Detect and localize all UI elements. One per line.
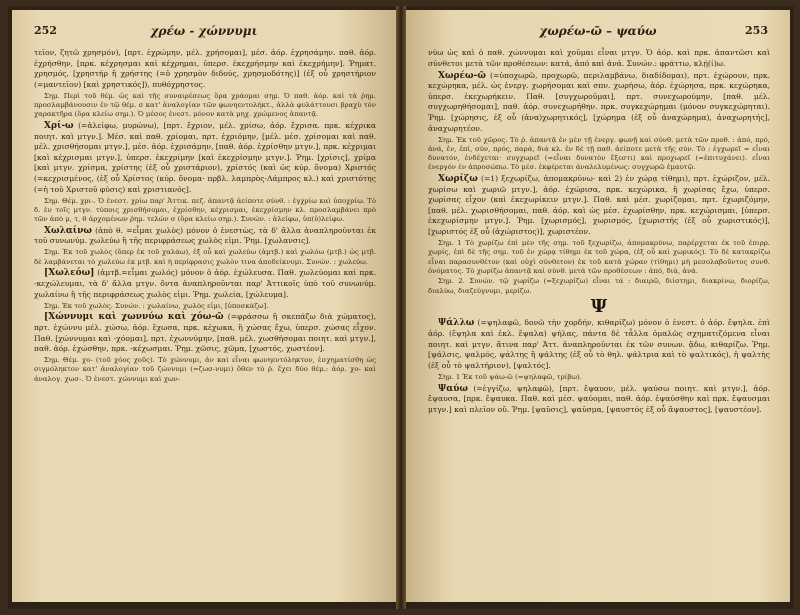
entry-text: (=φράσσω ἢ σκεπάζω διὰ χώματος), πρτ. ἐχώννυ μέλ. χώσω, ἀόρ. ἔχωσα, πρκ. κέχωκα, ἢ χώσας ἔχω, ὑπερσ. χώσας εἶχον. Παθ. [χώννυμαι καὶ -χόομαι], πρτ. ἐχωννύμην, [παθ. μέλ. χωσθήσομαι ποιητ. καὶ μτγν.], παθ. ἀόρ. ἐχώσθην, πρκ. -κέχωσμαι. Ῥημ. χῶσις, χῶμα, [χωστός, χωστέον]. [34,312,376,354]
text-paragraph [34,48,376,90]
dictionary-entry [428,384,770,416]
note-paragraph [34,197,376,225]
entry-text: (=ἀλείφω, μυρώνω), [πρτ. ἔχριον, μέλ. χρίσω, ἀόρ. ἔχρισα. πρκ. κέχρικα ποιητ. καὶ μτγν.]. Μέσ. καὶ παθ. χρίομαι, πρτ. ἐχριόμην, [μέλ. μέσ. χρίσομαι καὶ παθ. μέλ. χρισθήσομαι μτγν.], μέσ. ἀόρ. ἐχρισάμην, [παθ. ἀόρ. ἐχρίσθην μτγν.], πρκ. κέχριμαι [καὶ κέχρισμαι μτγν.], ὑπερσ. ἐκεχρίμην [καὶ ἐκεχρίσμην μτγν.]. Ῥημ. [χρίσις], χρίμα [καὶ μτγν. χρίσμα, χρίστης (ἐξ οὗ χριστάριον), χρίστός (καὶ ὡς κύρ. ὄνομα) Χριστός (=κεχρισμένος, (ἐξ οὗ Χρίστος (κύρ. ὄνομα· πρβλ. λαμπρὸς-Λάμπρος κλ.) καὶ χριστότης (=ἡ τοῦ Χριστοῦ φύσις) καὶ χριστιανός]. [34,120,377,194]
text-paragraph [428,48,770,69]
entry-text: Σημ. Θέμ. χο- (τοῦ χόος χοῦς). Τὸ χώννυμι, ἀν καὶ εἶναι φωνηεντόληκτον, ἐσχηματίσθη ὡς σιγμόληκτον κατ' ἀναλογίαν τοῦ ζώννυμι (=ζωσ-νυμι) ὅθεν τὸ ῥ. ἔχει δύο θέμ.: ἀόρ. χο- καὶ ἀναλογ. χωσ-. Ὁ ἐνεστ. χώννυμι καὶ χων- [34,356,376,383]
book-gutter [396,6,406,609]
running-head: χωρέω-ῶ – ψαύω [539,24,657,38]
entry-text: (=ἐγγίζω, ψηλαφῶ), [πρτ. ἔψαυον, μέλ. ψαύσω ποιητ. καὶ μτγν.], ἀόρ. ἔψαυσα, [πρκ. ἔψαυκα. Παθ. καὶ μέσ. ψαύομαι, παθ. ἀόρ. ἐψαύσθην καὶ πρκ. ἔψαυσμαι μτγν.] καὶ πλεῖον οὔ. Ῥημ. [ψαῦσις], ψαῦσμα, [ψαυστός ἐξ οὗ ἄψαυστος], [ψαυστέον]. [428,383,770,414]
dictionary-entry [34,121,376,195]
note-paragraph [428,136,770,173]
note-paragraph [34,302,376,311]
page-number: 252 [34,24,57,37]
right-page [406,10,790,602]
entry-headword: [Χωλεόω] [44,268,95,279]
note-paragraph [34,248,376,266]
entry-text: (=ψηλαφῶ, δονῶ τὴν χορδήν, κιθαρίζω) μόνον ὁ ἐνεστ. ὁ ἀόρ. ἔψηλα. ἐπὶ ἀόρ. (ἔψηλα καὶ ἐκλ. ἔψαλα) ψήλας, πάντα δὲ τἆλλα ὁμαλῶς σχηματιζόμενα εἶναι ποιητ. καὶ μτγν. ἄτινα παρ' Ἀττ. ἀναπληροῦνται ἐκ τῶν συνων. ᾄδω, κιθαρίζω. Ῥημ. [ψάλσις, ψαλμός, ψάλτης ἢ ψάλτης (ἐξ οὗ τὸ θηλ. ψάλτρια καὶ τὸ ψαλτικός), ἡ ψαλτὴς (ἐξ οὗ τὸ ψαλτήριον), [ψαλτός]. [428,318,770,370]
right-top-section [428,48,770,296]
entry-text: τεῖον, ζητῶ χρησμόν), [πρτ. ἐχρώμην, μέλ. χρήσομαι], μέσ. ἀόρ. ἐχρησάμην. παθ. ἀόρ. ἐχρήσθην, [πρκ. κέχρησμαι καὶ κέχρημαι, ὑπερσ. ἐκεχρήσμην καὶ ἐκεχρήμην]. Ῥηματ. χρησμός, [χρηστήρ ἢ χρήστης (=ὁ χρησμὸν διδούς, χρησμοδότης)] (ἐξ οὗ χρηστήριον (=μαντεῖον) [καὶ χρηστικός]), πυθόχρηστος. [34,48,376,89]
left-page-header [34,24,374,42]
entry-headword: [Χώννυμι καὶ χωννύω καὶ χόω-ῶ [44,312,224,323]
right-bottom-section [428,318,770,415]
dictionary-entry [428,174,770,238]
entry-text: Σημ. 1 Ἐκ τοῦ ψάω-ῶ (=ψηλαφῶ, τρίβω). [438,372,582,381]
entry-headword: Χωρέω-ῶ [438,70,486,81]
left-page-body [34,48,376,594]
note-paragraph [428,277,770,295]
entry-headword: Ψάλλω [438,318,475,329]
dictionary-entry [34,312,376,354]
page-number: 253 [745,24,768,37]
dictionary-entry [428,318,770,371]
entry-text: (=ὑποχωρῶ, προχωρῶ, περιλαμβάνω, διαδίδομαι), πρτ. ἐχώρουν, πρκ. κεχώρηκα, μέλ. ὡς ἐνεργ. χωρήσομαι καὶ σπν. χωρήσω, ἀόρ. ἐχώρησα, πρκ. κεχώρηκα, ὑπερσ. ἐκεχωρήκειν. Παθ. [συγχωροῦμαι], πρτ. συνεχωρούμην, [παθ. μέλ. συγχωρηθήσομαι], παθ. ἀόρ. συνεχωρήθην. πρκ. συγκεχώρημαι (μόνον συγκεχώρηται). Ῥημ. [χώρησις, ἐξ οὗ (ἀνα)χωρητικός], [χώρημα (ἐξ οὗ ἀναχώρημα), ἀναχωρητής], ἀναχωρητέον. [428,70,770,133]
entry-text: Σημ. 1 Τὸ χωρίζω ἐπὶ μὲν τῆς σημ. τοῦ ξεχωρίζω, ἀπομακρύνω, παρέρχεται ἐκ τοῦ ἐπιρρ. χωρίς, ἐπὶ δὲ τῆς σημ. τοῦ ἐν χώρᾳ τίθημι ἐκ τοῦ χώρα, (ἐξ οὗ καὶ χωρικός). Τὸ δὲ κατακρίζω εἶναι παρασυνθέτον (καὶ οὐχὶ σύνθετον) ἐκ τοῦ κατὰ χώραν (τίθημι) μὴ μεσολαβοῦντος συνθ. ὀνόματος. Τὸ χωρίζω ἀπαντᾷ καὶ σύνθ. μετὰ τῶν προθέσεων : ἀπό, διά, ἀνά. [428,239,770,275]
entry-text: (=1) ξεχωρίζω, ἀπομακρύνω· καὶ 2) ἐν χώρᾳ τίθημι), πρτ. ἐχώριζον, μέλ. χωρίσω καὶ χωριῶ μτγν.], ἀόρ. ἐχώρισα, πρκ. κεχώρικα, ἢ χωρίσας ἔχω, ὑπερσ. χωρίσας εἶχον (καὶ ἐκεχωρίκειν μτγν.]. Παθ. καὶ μέσ. χωρίζομαι, πρτ. ἐχωριζόμην, [παθ. μέλ. χωρισθήσομαι, παθ. ἀόρ. καὶ ὡς μέσ. ἐχωρίσθην, πρκ. κεχώρισμαι, [ὑπερσ. ἐκεχωρίσμην μτγν.]. Ῥημ. [χωρισμός], χωρισμός, [χωριστής (ἐξ οὗ χωριστικός)], [χωριστός ἐξ οὗ (ἀχώριστος)], χωριστέον. [428,174,770,237]
entry-text: Σημ. Ἐκ τοῦ χωλὸς (ὅπερ ἐκ τοῦ χαλάω), ἐξ οὗ καὶ χωλεύω (ἀμτβ.) καὶ χωλόω (μτβ.) ὡς μτβ. δὲ λαμβάνεται τὸ χωλεύω ἐκ μτβ. καὶ ἡ περίφρασις χωλὸν τινα ἀποδείκνυμι. Συνών. : χωλεύω. [34,248,376,266]
open-book [8,6,794,609]
dictionary-entry [34,268,376,300]
note-paragraph [428,239,770,276]
entry-headword: Χωρίζω [438,174,478,185]
note-paragraph [34,356,376,384]
entry-text: νύω ὡς καὶ ὁ παθ. χώννυμαι καὶ χοῦμαι εἶναι μτγν. Ὁ ἀόρ. καὶ πρκ. ἀπαντῶσι καὶ σύνθετοι μετὰ τῶν προθέσεων: κατά, ἀπό καὶ ἀνά. Συνών.: φράττω, κλῄ(ί)ω. [428,48,770,68]
entry-text: Σημ. 2. Συνών. τῷ χωρίζω (=ξεχωρίζω) εἶναι τά : διαιρῶ, διίστημι, διακρίνω, διορίζω, διαλύω, διαζεύγνυμι, μερίζω. [428,277,770,295]
running-head: χρέω - χώννυμι [150,24,258,38]
right-page-body [428,48,770,594]
entry-text: Σημ. Περὶ τοῦ θέμ. ὡς καὶ τῆς συναιρέσεως ὅρα χράομαι σημ. Ὁ παθ. ἀόρ. καὶ τὰ ῥημ. προσλαμβάνουσιν ἐν τῷ θέμ. σ κατ' ἀναλογίαν τῶν φωνηεντολήκτ., ἀλλὰ φυλάττουσι βραχὺ τὸν χαρακτῆρα (ὅρα κλείω σημ.). Ὁ μέσος ἐνεστ. μόνον κατὰ μηχ. χρώμενος ἀπαντᾷ. [34,91,376,119]
right-page-header [428,24,768,42]
dictionary-entry [34,226,376,247]
note-paragraph [34,92,376,120]
entry-headword: Ψαύω [438,383,468,394]
section-letter: Ψ [590,295,608,317]
entry-text: (ἀμτβ.=εἶμαι χωλός) μόνον ὁ ἀόρ. ἐχώλευσα. Παθ. χωλεύομαι καὶ πρκ. -κεχώλευμαι, τὰ δ' ἄλλα μτγν. ὄντα ἀναπληροῦνται παρ' Ἀττικοῖς ὑπὸ τοῦ συνωνύμ. χωλαίνω ἢ τῆς περιφράσεως χωλὸς εἰμι. Ῥημ. χωλεία, [χώλευμα]. [34,268,376,299]
entry-text: Σημ. Ἐκ τοῦ χῶρος. Τὸ ῥ. ἀπαντᾷ ἐν μὲν τῇ ἐνεργ. φωνῇ καὶ σύνθ. μετὰ τῶν προθ. : ἀπό, πρό, ἀνά, ἐν, ἐπί, σύν, πρός, παρά, διά κλ. ἐν δὲ τῇ παθ. ἀείποτε μετὰ τῆς σύν. Τὸ : ἐγχωρεῖ = εἶναι δυνατόν, ἐνδέχεται· συγχωρεῖ (=εἶναι δυνατὸν ἔξεστι) καὶ προχωρεῖ (=ἐπιτυχάνει). εἶναι ἐνεργόν ἐν ἀπροσώπω. Τὸ μέσ. ἐκφέρεται ἀναλελυμένως: συγχωρῶ ἐμαυτῷ. [428,135,770,172]
note-paragraph [428,373,770,382]
entry-text: Σημ. Θέμ. χρι-. Ὁ ἐνεστ. χρίω παρ' Ἀττικ. πεζ. ἀπαντᾷ ἀείποτε σύνθ. : ἐγχρίω καὶ ὑποχρίω. Τὸ δ. ἐν τοῖς μτγν. τύποις χρισθήσομαι, ἐχρίσθην, κέχρισμαι, ἐκεχρίσμην κλ. προσλαμβάνει πρὸ τῶν ἀπὸ μ, τ, θ ἀρχομένων ῥημ. τελών σ (ὅρα κλείω σημ.). Συνών. : ἀλείφω, ὑπ(ὑ)λείφω. [34,196,376,224]
entry-headword: Χρί-ω [44,120,74,131]
entry-headword: Χωλαίνω [44,225,92,236]
dictionary-entry [428,71,770,135]
entry-text: (ἀπὸ θ. =εἶμαι χωλὸς) μόνον ὁ ἐνεστὼς, τὰ δ' ἄλλα ἀναπληροῦνται ἐκ τοῦ συνωνύμ. χωλεύω ἢ τῆς περιφράσεως χωλὸς εἰμι. Ῥημ. [χωλανσις]. [34,225,376,246]
left-page [12,10,396,602]
entry-text: Σημ. Ἐκ τοῦ χωλὸς. Συνών. : χωλαίνω, χωλὸς εἰμι, [ὑποσκάζω]. [44,301,269,310]
